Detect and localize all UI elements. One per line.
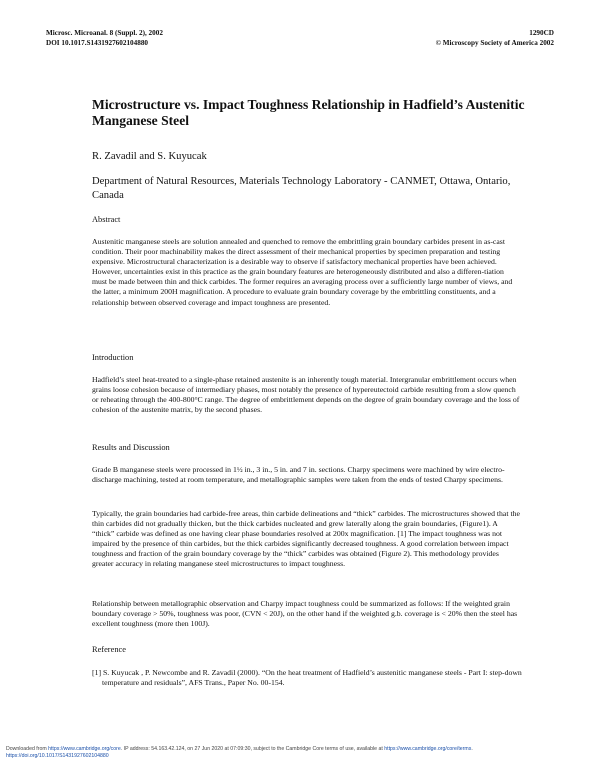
running-header-left — [46, 29, 163, 48]
footer-text-b: . IP address: 54.163.42.124, on 27 Jun 2020 at 07:09:30, subject to the Cambridge Core terms of use, available at — [120, 746, 385, 752]
running-header-right — [436, 29, 554, 48]
footer-line-1 — [6, 746, 594, 753]
abstract-text: Austenitic manganese steels are solution annealed and quenched to remove the embrittling grain boundary carbides present in as-cast condition. Their poor machinability makes the direct assessment of their mechanical properties by specimen preparation and testing expensive. Microstructural characterization is a desirable way to observe if satisfactory mechanical properties have been achieved. However, uncertainties exist in this practice as the grain boundary features are heterogeneously distributed and also a differen-tiation must be made between thin and thick carbides. The former requires an averaging process over a sufficiently large number of views, and the latter, a minimum 200H magnification. A procedure to evaluate grain boundary coverage by the embrittling constituents, and a relationship between observed coverage and impact toughness are presented. — [92, 237, 513, 307]
footer-line-2 — [6, 753, 594, 760]
journal-citation: Microsc. Microanal. 8 (Suppl. 2), 2002 — [46, 29, 163, 37]
reference-item: [1] S. Kuyucak , P. Newcombe and R. Zavadil (2000). “On the heat treatment of Hadfield’s austenitic manganese steels - Part I: step-down temperature and residuals”, AFS Trans., Paper No. 00-154. — [92, 668, 522, 688]
author-list: R. Zavadil and S. Kuyucak — [92, 151, 207, 162]
paper-title: Microstructure vs. Impact Toughness Relationship in Hadfield’s Austenitic Manganese Steel — [92, 97, 525, 128]
terms-link[interactable]: https://www.cambridge.org/core/terms — [384, 746, 472, 752]
results-paragraph-2: Typically, the grain boundaries had carbide-free areas, thin carbide delineations and “thick” carbides. The microstructures showed that the thin carbides did not gradually thicken, but the thick carbides nucleated and grew laterally along the grain boundaries, (Figure1). A “thick” carbide was defined as one having clear phase boundaries resolved at 200x magnification. [1] The impact toughness was not impaired by the presence of thin carbides, but the thick carbides significantly decreased toughness. A good correlation between impact toughness and fraction of the grain boundary coverage by the “thick” carbides was obtained (Figure 2). This methodology provides greater accuracy in relating manganese steel microstructures to impact toughness. — [92, 509, 520, 569]
results-heading: Results and Discussion — [92, 443, 170, 452]
copyright-line: © Microscopy Society of America 2002 — [435, 38, 554, 47]
reference-heading: Reference — [92, 645, 126, 654]
introduction-text: Hadfield’s steel heat-treated to a single-phase retained austenite is an inherently tough material. Intergranular embrittlement occurs when grains loose cohesion because of intermediary phases, most notably the presence of hypereutectoid carbide resulting from a slow quench or reheating through the 400-800°C range. The degree of embrittlement depends on the degree of grain boundary coverage and the loss of cohesion of the austenite matrix, by the second phases. — [92, 375, 520, 415]
footer-text-c: . — [471, 746, 473, 752]
results-paragraph-1: Grade B manganese steels were processed in 1½ in., 3 in., 5 in. and 7 in. sections. Charpy specimens were machined by wire electro-discharge machining, tested at room temperature, and metallographic samples were taken from the ends of tested Charpy specimens. — [92, 465, 505, 485]
doi-line: DOI 10.1017.S1431927602104880 — [46, 38, 149, 47]
doi-link[interactable]: https://doi.org/10.1017/S1431927602104880 — [6, 753, 109, 760]
results-paragraph-3: Relationship between metallographic observation and Charpy impact toughness could be summarized as follows: If the weighted grain boundary coverage > 50%, toughness was poor, (CVN < 20J), on the other hand if the weighted g.b. coverage is < 20% then the steel has excellent toughness (more then 100J). — [92, 599, 518, 629]
cambridge-core-link[interactable]: https://www.cambridge.org/core — [48, 746, 121, 752]
paper-code: 1290CD — [529, 29, 554, 37]
abstract-heading: Abstract — [92, 215, 121, 224]
footer-text-a: Downloaded from — [6, 746, 49, 752]
download-footer — [6, 746, 594, 761]
introduction-heading: Introduction — [92, 353, 134, 362]
affiliation: Department of Natural Resources, Materials Technology Laboratory - CANMET, Ottawa, Ontario, Canada — [92, 176, 511, 201]
